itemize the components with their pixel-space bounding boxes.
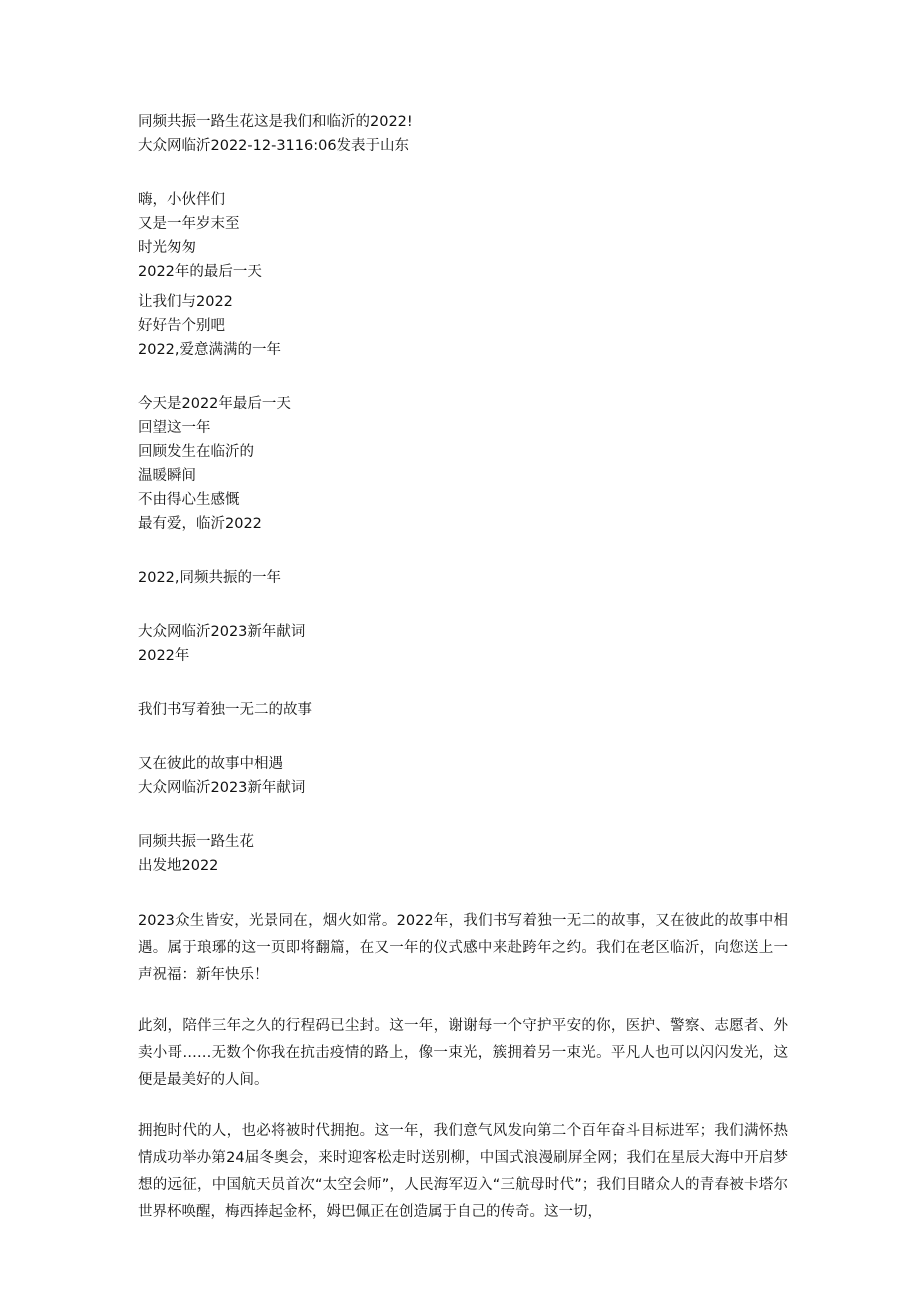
farewell-line-3: 2022,爱意满满的一年 [138, 342, 282, 358]
review-line-4: 温暖瞬间 [138, 468, 196, 484]
message-line-2: 2022年 [138, 648, 190, 664]
article-title: 同频共振一路生花这是我们和临沂的2022! [138, 114, 413, 130]
spacer [138, 722, 788, 752]
article-body [138, 110, 788, 1226]
spacer [138, 536, 788, 566]
paragraph-greeting: 2023众生皆安，光景同在，烟火如常。2022年，我们书写着独一无二的故事，又在彼此的故事中相遇。属于琅琊的这一页即将翻篇，在又一年的仪式感中来赴跨年之约。我们在老区临沂，向您送上一声祝福：新年快乐！ [138, 913, 788, 983]
message-line-6: 同频共振一路生花 [138, 834, 254, 850]
message-line-5: 大众网临沂2023新年献词 [138, 780, 306, 796]
spacer [138, 158, 788, 188]
spacer [138, 668, 788, 698]
paragraph-era: 拥抱时代的人，也必将被时代拥抱。这一年，我们意气风发向第二个百年奋斗目标进军；我们满怀热情成功举办第24届冬奥会，来时迎客松走时送别柳，中国式浪漫刷屏全网；我们在星辰大海中开启梦想的远征，中国航天员首次“太空会师”，人民海军迈入“三航母时代”；我们目睹众人的青春被卡塔尔世界杯唤醒，梅西捧起金杯，姆巴佩正在创造属于自己的传奇。这一切， [138, 1123, 788, 1220]
review-line-3: 回顾发生在临沂的 [138, 444, 254, 460]
review-line-6: 最有爱，临沂2022 [138, 516, 262, 532]
farewell-line-1: 让我们与2022 [138, 294, 233, 310]
message-line-1: 大众网临沂2023新年献词 [138, 624, 306, 640]
article-byline: 大众网临沂2022-12-3116:06发表于山东 [138, 138, 410, 154]
spacer [138, 878, 788, 908]
review-line-2: 回望这一年 [138, 420, 211, 436]
resonance-line: 2022,同频共振的一年 [138, 570, 282, 586]
message-line-3: 我们书写着独一无二的故事 [138, 702, 312, 718]
spacer [138, 989, 788, 1013]
review-line-5: 不由得心生感慨 [138, 492, 240, 508]
spacer [138, 362, 788, 392]
farewell-line-2: 好好告个别吧 [138, 318, 225, 334]
message-line-4: 又在彼此的故事中相遇 [138, 756, 283, 772]
spacer [138, 590, 788, 620]
review-line-1: 今天是2022年最后一天 [138, 396, 291, 412]
paragraph-pandemic: 此刻，陪伴三年之久的行程码已尘封。这一年，谢谢每一个守护平安的你，医护、警察、志愿者、外卖小哥……无数个你我在抗击疫情的路上，像一束光，簇拥着另一束光。平凡人也可以闪闪发光，这便是最美好的人间。 [138, 1018, 788, 1088]
intro-line-2: 又是一年岁末至 [138, 216, 240, 232]
intro-line-4: 2022年的最后一天 [138, 264, 262, 280]
message-line-7: 出发地2022 [138, 858, 219, 874]
intro-line-3: 时光匆匆 [138, 240, 196, 256]
spacer [138, 800, 788, 830]
intro-line-1: 嗨，小伙伴们 [138, 192, 225, 208]
spacer [138, 1094, 788, 1118]
